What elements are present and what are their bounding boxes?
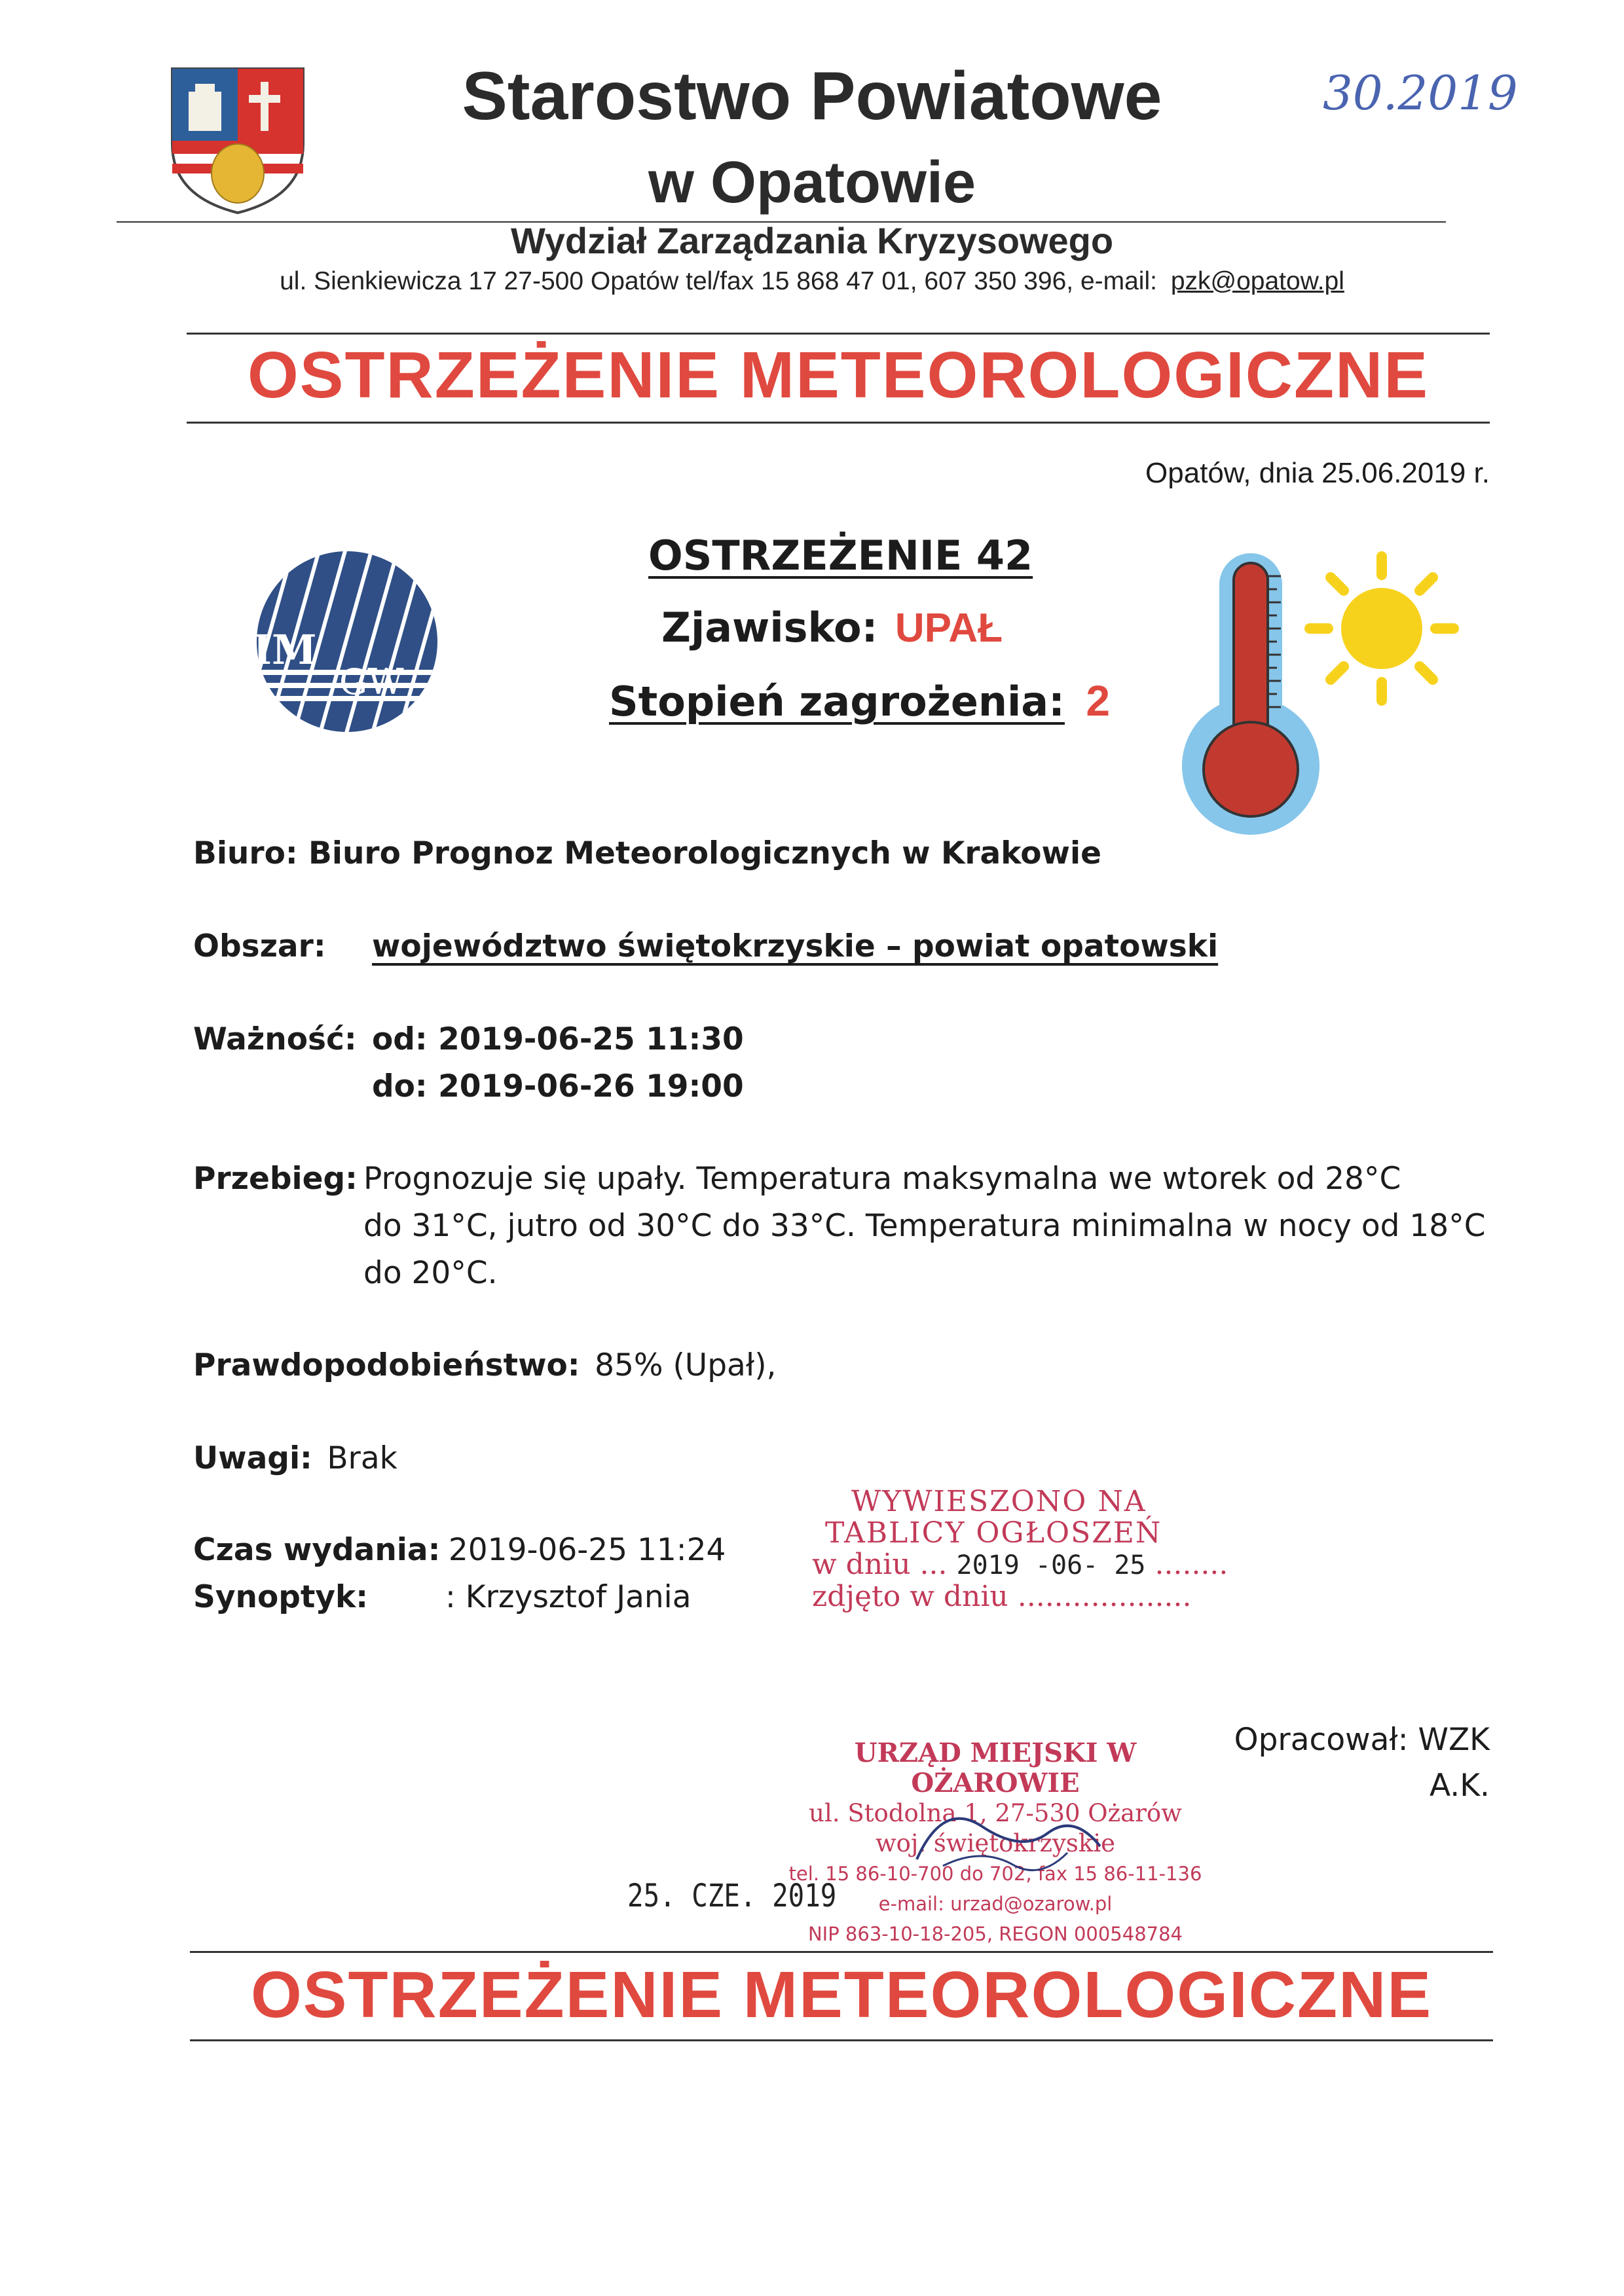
signature-icon (904, 1787, 1113, 1886)
footer-banner-bottom-rule (190, 2039, 1493, 2041)
level-line (609, 676, 1110, 725)
posting-stamp-dots: ........ (1154, 1548, 1228, 1581)
banner-title-bottom: OSTRZEŻENIE METEOROLOGICZNE (250, 1958, 1433, 2032)
office-name-line1: Starostwo Powiatowe (462, 58, 1162, 134)
forecast-office: Biuro: Biuro Prognoz Meteorologicznych w Krakowie (193, 835, 1101, 871)
course-line3: do 20°C. (363, 1255, 498, 1291)
issued-value: 2019-06-25 11:24 (448, 1532, 726, 1568)
area-value: województwo świętokrzyskie – powiat opatowski (372, 928, 1219, 964)
posting-stamp-w-dniu: w dniu ... (812, 1548, 948, 1581)
issued-label: Czas wydania: (193, 1532, 441, 1568)
imgw-text-im: IM (253, 626, 317, 674)
posting-stamp-line1: WYWIESZONO NA (851, 1485, 1147, 1518)
posting-stamp-line4: zdjęto w dniu ................... (812, 1580, 1192, 1613)
prepared-initials: A.K. (1429, 1768, 1490, 1804)
forecaster-label: Synoptyk: (193, 1579, 369, 1615)
validity-label: Ważność: (193, 1021, 357, 1057)
imgw-text-gw: GW (339, 661, 404, 702)
office-stamp-ids: NIP 863-10-18-205, REGON 000548784 (807, 1923, 1183, 1945)
posting-stamp (812, 1486, 1228, 1613)
posting-stamp-line3 (812, 1549, 1228, 1581)
validity-to: do: 2019-06-26 19:00 (372, 1068, 744, 1104)
contact-line (0, 267, 1624, 296)
department-name: Wydział Zarządzania Kryzysowego (510, 220, 1114, 261)
forecaster-value: : Krzysztof Jania (445, 1579, 692, 1615)
course-line2: do 31°C, jutro od 30°C do 33°C. Temperatura minimalna w nocy od 18°C (363, 1208, 1486, 1244)
phenomenon-value: UPAŁ (895, 606, 1003, 651)
banner-title-top: OSTRZEŻENIE METEOROLOGICZNE (247, 338, 1430, 412)
prepared-by: Opracował: WZK (1234, 1722, 1490, 1758)
posting-stamp-line2: TABLICY OGŁOSZEŃ (825, 1516, 1162, 1550)
course-label: Przebieg: (193, 1161, 358, 1197)
imgw-logo (254, 549, 441, 735)
posting-stamp-date: 2019 -06- 25 (956, 1550, 1146, 1580)
level-value: 2 (1086, 676, 1111, 725)
banner-bottom-rule (187, 422, 1490, 424)
remarks-line (193, 1440, 397, 1476)
level-label: Stopień zagrożenia: (609, 678, 1065, 725)
probability-value: 85% (Upał), (595, 1347, 777, 1383)
office-stamp-name: URZĄD MIEJSKI W OŻAROWIE (854, 1738, 1137, 1798)
banner-top-rule (187, 333, 1490, 335)
office-stamp-region: woj. świętokrzyskie (875, 1829, 1116, 1857)
footer-banner-top-rule (190, 1951, 1493, 1953)
email-link[interactable]: pzk@opatow.pl (1170, 267, 1344, 295)
probability-line (193, 1347, 776, 1383)
office-name-line2: w Opatowie (648, 150, 976, 215)
area-label: Obszar: (193, 928, 326, 964)
issued-line (193, 1532, 726, 1568)
phenomenon-line (661, 604, 1003, 651)
course-line1: Prognozuje się upały. Temperatura maksymalna we wtorek od 28°C (363, 1161, 1401, 1197)
remarks-value: Brak (327, 1440, 397, 1476)
probability-label: Prawdopodobieństwo: (193, 1347, 580, 1383)
phenomenon-label: Zjawisko: (661, 604, 878, 651)
handwritten-reference: 30.2019 (1323, 65, 1518, 120)
remarks-label: Uwagi: (193, 1440, 312, 1476)
date-line: Opatów, dnia 25.06.2019 r. (1145, 457, 1490, 489)
warning-number: OSTRZEŻENIE 42 (648, 532, 1033, 579)
office-stamp-phone: tel. 15 86-10-700 do 702, fax 15 86-11-136 (788, 1863, 1202, 1885)
office-stamp-email: e-mail: urzad@ozarow.pl (878, 1893, 1113, 1915)
sun-icon (1303, 550, 1460, 707)
office-stamp-address: ul. Stodolna 1, 27-530 Ożarów (809, 1799, 1182, 1827)
received-date-stamp: 25. CZE. 2019 (627, 1878, 837, 1914)
validity-from: od: 2019-06-25 11:30 (372, 1021, 744, 1057)
address-text: ul. Sienkiewicza 17 27-500 Opatów tel/fax 15 868 47 01, 607 350 396, e-mail: (280, 267, 1157, 295)
